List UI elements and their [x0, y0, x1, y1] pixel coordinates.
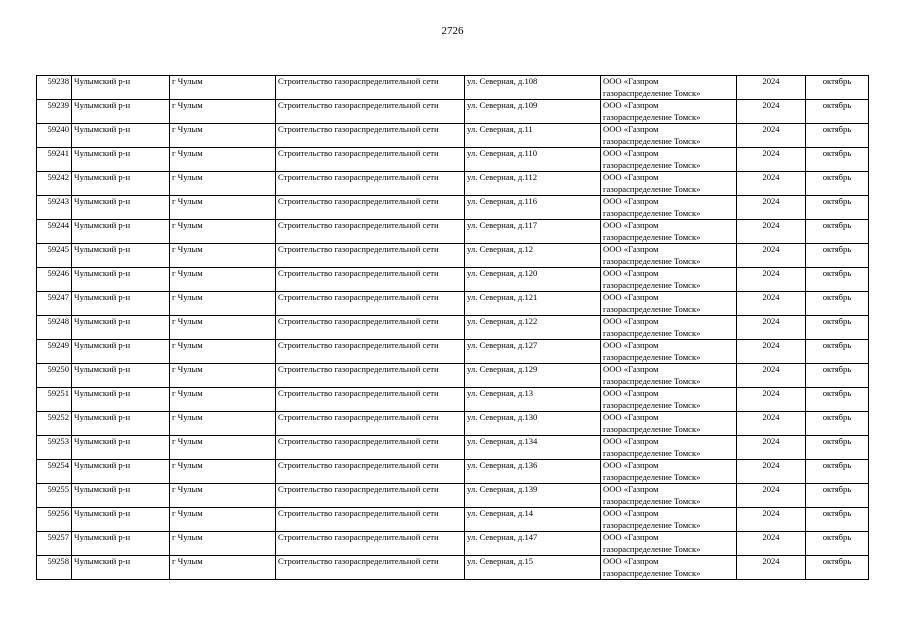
cell-address: ул. Северная, д.122 — [465, 316, 601, 340]
cell-work-type: Строительство газораспределительной сети — [276, 412, 465, 436]
cell-id: 59243 — [37, 196, 72, 220]
cell-month: октябрь — [806, 556, 869, 580]
organization-line-2: газораспределение Томск» — [603, 111, 701, 122]
organization-line-2: газораспределение Томск» — [603, 231, 701, 242]
cell-id: 59240 — [37, 124, 72, 148]
cell-year: 2024 — [737, 292, 806, 316]
organization-line-1: ООО «Газпром — [603, 316, 659, 326]
cell-year: 2024 — [737, 436, 806, 460]
organization-line-1: ООО «Газпром — [603, 532, 659, 542]
cell-district: Чулымский р-н — [72, 484, 170, 508]
cell-month: октябрь — [806, 220, 869, 244]
cell-month: октябрь — [806, 268, 869, 292]
organization-line-1: ООО «Газпром — [603, 148, 659, 158]
cell-district: Чулымский р-н — [72, 340, 170, 364]
cell-organization — [601, 100, 737, 124]
table-row — [37, 292, 869, 316]
cell-city: г Чулым — [170, 76, 276, 100]
cell-month: октябрь — [806, 196, 869, 220]
cell-id: 59255 — [37, 484, 72, 508]
cell-year: 2024 — [737, 220, 806, 244]
organization-line-1: ООО «Газпром — [603, 484, 659, 494]
cell-organization — [601, 268, 737, 292]
cell-work-type: Строительство газораспределительной сети — [276, 460, 465, 484]
cell-month: октябрь — [806, 172, 869, 196]
cell-month: октябрь — [806, 316, 869, 340]
cell-year: 2024 — [737, 100, 806, 124]
organization-line-2: газораспределение Томск» — [603, 207, 701, 218]
cell-district: Чулымский р-н — [72, 100, 170, 124]
cell-city: г Чулым — [170, 532, 276, 556]
organization-line-1: ООО «Газпром — [603, 412, 659, 422]
cell-organization — [601, 532, 737, 556]
organization-line-2: газораспределение Томск» — [603, 135, 701, 146]
cell-district: Чулымский р-н — [72, 124, 170, 148]
table-row — [37, 508, 869, 532]
cell-month: октябрь — [806, 148, 869, 172]
organization-line-1: ООО «Газпром — [603, 220, 659, 230]
cell-month: октябрь — [806, 460, 869, 484]
cell-work-type: Строительство газораспределительной сети — [276, 220, 465, 244]
table-row — [37, 220, 869, 244]
cell-district: Чулымский р-н — [72, 220, 170, 244]
cell-organization — [601, 340, 737, 364]
cell-city: г Чулым — [170, 268, 276, 292]
organization-line-2: газораспределение Томск» — [603, 303, 701, 314]
cell-district: Чулымский р-н — [72, 460, 170, 484]
cell-organization — [601, 460, 737, 484]
cell-year: 2024 — [737, 196, 806, 220]
cell-address: ул. Северная, д.134 — [465, 436, 601, 460]
cell-organization — [601, 388, 737, 412]
table-row — [37, 100, 869, 124]
cell-organization — [601, 244, 737, 268]
cell-address: ул. Северная, д.15 — [465, 556, 601, 580]
cell-address: ул. Северная, д.109 — [465, 100, 601, 124]
cell-work-type: Строительство газораспределительной сети — [276, 388, 465, 412]
cell-month: октябрь — [806, 100, 869, 124]
organization-line-1: ООО «Газпром — [603, 508, 659, 518]
cell-organization — [601, 292, 737, 316]
cell-year: 2024 — [737, 124, 806, 148]
cell-work-type: Строительство газораспределительной сети — [276, 292, 465, 316]
cell-city: г Чулым — [170, 100, 276, 124]
cell-month: октябрь — [806, 340, 869, 364]
cell-id: 59251 — [37, 388, 72, 412]
table-row — [37, 460, 869, 484]
cell-id: 59254 — [37, 460, 72, 484]
cell-year: 2024 — [737, 364, 806, 388]
cell-city: г Чулым — [170, 484, 276, 508]
registry-table — [36, 75, 869, 580]
table-row — [37, 316, 869, 340]
cell-district: Чулымский р-н — [72, 436, 170, 460]
cell-organization — [601, 76, 737, 100]
cell-district: Чулымский р-н — [72, 388, 170, 412]
cell-month: октябрь — [806, 532, 869, 556]
cell-work-type: Строительство газораспределительной сети — [276, 172, 465, 196]
cell-city: г Чулым — [170, 364, 276, 388]
cell-address: ул. Северная, д.147 — [465, 532, 601, 556]
cell-city: г Чулым — [170, 148, 276, 172]
cell-month: октябрь — [806, 244, 869, 268]
organization-line-2: газораспределение Томск» — [603, 375, 701, 386]
cell-work-type: Строительство газораспределительной сети — [276, 436, 465, 460]
cell-month: октябрь — [806, 388, 869, 412]
cell-month: октябрь — [806, 124, 869, 148]
cell-city: г Чулым — [170, 508, 276, 532]
cell-city: г Чулым — [170, 172, 276, 196]
cell-id: 59248 — [37, 316, 72, 340]
table-row — [37, 532, 869, 556]
table-row — [37, 412, 869, 436]
cell-district: Чулымский р-н — [72, 268, 170, 292]
cell-address: ул. Северная, д.12 — [465, 244, 601, 268]
cell-organization — [601, 508, 737, 532]
cell-district: Чулымский р-н — [72, 196, 170, 220]
cell-id: 59238 — [37, 76, 72, 100]
organization-line-2: газораспределение Томск» — [603, 567, 701, 578]
cell-city: г Чулым — [170, 316, 276, 340]
page-number: 2726 — [441, 25, 464, 37]
cell-work-type: Строительство газораспределительной сети — [276, 484, 465, 508]
cell-city: г Чулым — [170, 244, 276, 268]
organization-line-1: ООО «Газпром — [603, 172, 659, 182]
cell-id: 59249 — [37, 340, 72, 364]
cell-id: 59253 — [37, 436, 72, 460]
cell-work-type: Строительство газораспределительной сети — [276, 556, 465, 580]
cell-id: 59244 — [37, 220, 72, 244]
organization-line-2: газораспределение Томск» — [603, 399, 701, 410]
organization-line-2: газораспределение Томск» — [603, 87, 701, 98]
cell-city: г Чулым — [170, 388, 276, 412]
cell-organization — [601, 316, 737, 340]
cell-year: 2024 — [737, 412, 806, 436]
table-row — [37, 556, 869, 580]
cell-address: ул. Северная, д.136 — [465, 460, 601, 484]
cell-month: октябрь — [806, 436, 869, 460]
cell-organization — [601, 556, 737, 580]
cell-city: г Чулым — [170, 220, 276, 244]
table-row — [37, 124, 869, 148]
cell-month: октябрь — [806, 292, 869, 316]
organization-line-2: газораспределение Томск» — [603, 495, 701, 506]
cell-work-type: Строительство газораспределительной сети — [276, 124, 465, 148]
cell-address: ул. Северная, д.110 — [465, 148, 601, 172]
cell-city: г Чулым — [170, 412, 276, 436]
cell-id: 59257 — [37, 532, 72, 556]
cell-district: Чулымский р-н — [72, 508, 170, 532]
cell-year: 2024 — [737, 172, 806, 196]
cell-id: 59256 — [37, 508, 72, 532]
cell-id: 59242 — [37, 172, 72, 196]
cell-district: Чулымский р-н — [72, 556, 170, 580]
cell-work-type: Строительство газораспределительной сети — [276, 100, 465, 124]
cell-work-type: Строительство газораспределительной сети — [276, 148, 465, 172]
cell-district: Чулымский р-н — [72, 76, 170, 100]
organization-line-2: газораспределение Томск» — [603, 447, 701, 458]
cell-district: Чулымский р-н — [72, 244, 170, 268]
organization-line-1: ООО «Газпром — [603, 268, 659, 278]
cell-organization — [601, 364, 737, 388]
organization-line-2: газораспределение Томск» — [603, 471, 701, 482]
organization-line-1: ООО «Газпром — [603, 100, 659, 110]
organization-line-2: газораспределение Томск» — [603, 423, 701, 434]
cell-year: 2024 — [737, 340, 806, 364]
table-row — [37, 364, 869, 388]
organization-line-2: газораспределение Томск» — [603, 183, 701, 194]
cell-year: 2024 — [737, 268, 806, 292]
cell-year: 2024 — [737, 556, 806, 580]
organization-line-1: ООО «Газпром — [603, 460, 659, 470]
table-row — [37, 148, 869, 172]
cell-address: ул. Северная, д.108 — [465, 76, 601, 100]
cell-id: 59258 — [37, 556, 72, 580]
cell-id: 59245 — [37, 244, 72, 268]
cell-month: октябрь — [806, 484, 869, 508]
organization-line-2: газораспределение Томск» — [603, 255, 701, 266]
cell-year: 2024 — [737, 460, 806, 484]
cell-id: 59247 — [37, 292, 72, 316]
organization-line-1: ООО «Газпром — [603, 124, 659, 134]
cell-address: ул. Северная, д.127 — [465, 340, 601, 364]
cell-city: г Чулым — [170, 292, 276, 316]
cell-organization — [601, 124, 737, 148]
cell-district: Чулымский р-н — [72, 292, 170, 316]
cell-month: октябрь — [806, 76, 869, 100]
organization-line-2: газораспределение Томск» — [603, 519, 701, 530]
cell-district: Чулымский р-н — [72, 172, 170, 196]
cell-organization — [601, 484, 737, 508]
cell-address: ул. Северная, д.120 — [465, 268, 601, 292]
cell-organization — [601, 436, 737, 460]
table-row — [37, 388, 869, 412]
cell-month: октябрь — [806, 508, 869, 532]
registry-table-body — [37, 76, 869, 580]
cell-address: ул. Северная, д.13 — [465, 388, 601, 412]
table-row — [37, 172, 869, 196]
cell-address: ул. Северная, д.130 — [465, 412, 601, 436]
table-row — [37, 436, 869, 460]
cell-work-type: Строительство газораспределительной сети — [276, 244, 465, 268]
cell-work-type: Строительство газораспределительной сети — [276, 268, 465, 292]
cell-address: ул. Северная, д.129 — [465, 364, 601, 388]
cell-organization — [601, 412, 737, 436]
cell-year: 2024 — [737, 76, 806, 100]
cell-year: 2024 — [737, 508, 806, 532]
cell-year: 2024 — [737, 532, 806, 556]
cell-year: 2024 — [737, 388, 806, 412]
organization-line-2: газораспределение Томск» — [603, 279, 701, 290]
organization-line-1: ООО «Газпром — [603, 436, 659, 446]
cell-district: Чулымский р-н — [72, 412, 170, 436]
cell-city: г Чулым — [170, 460, 276, 484]
organization-line-2: газораспределение Томск» — [603, 351, 701, 362]
cell-id: 59252 — [37, 412, 72, 436]
cell-work-type: Строительство газораспределительной сети — [276, 196, 465, 220]
cell-address: ул. Северная, д.116 — [465, 196, 601, 220]
table-row — [37, 268, 869, 292]
cell-year: 2024 — [737, 316, 806, 340]
cell-city: г Чулым — [170, 124, 276, 148]
cell-district: Чулымский р-н — [72, 316, 170, 340]
organization-line-1: ООО «Газпром — [603, 196, 659, 206]
organization-line-1: ООО «Газпром — [603, 292, 659, 302]
organization-line-1: ООО «Газпром — [603, 388, 659, 398]
cell-district: Чулымский р-н — [72, 364, 170, 388]
cell-month: октябрь — [806, 364, 869, 388]
cell-work-type: Строительство газораспределительной сети — [276, 76, 465, 100]
organization-line-2: газораспределение Томск» — [603, 543, 701, 554]
organization-line-1: ООО «Газпром — [603, 244, 659, 254]
cell-city: г Чулым — [170, 196, 276, 220]
table-row — [37, 76, 869, 100]
table-row — [37, 484, 869, 508]
cell-id: 59239 — [37, 100, 72, 124]
cell-city: г Чулым — [170, 436, 276, 460]
organization-line-1: ООО «Газпром — [603, 76, 659, 86]
cell-id: 59241 — [37, 148, 72, 172]
organization-line-2: газораспределение Томск» — [603, 159, 701, 170]
table-row — [37, 244, 869, 268]
cell-work-type: Строительство газораспределительной сети — [276, 364, 465, 388]
cell-organization — [601, 196, 737, 220]
cell-organization — [601, 148, 737, 172]
cell-id: 59250 — [37, 364, 72, 388]
cell-address: ул. Северная, д.121 — [465, 292, 601, 316]
table-row — [37, 196, 869, 220]
cell-work-type: Строительство газораспределительной сети — [276, 508, 465, 532]
cell-address: ул. Северная, д.14 — [465, 508, 601, 532]
cell-organization — [601, 220, 737, 244]
organization-line-1: ООО «Газпром — [603, 340, 659, 350]
cell-month: октябрь — [806, 412, 869, 436]
cell-work-type: Строительство газораспределительной сети — [276, 340, 465, 364]
cell-city: г Чулым — [170, 340, 276, 364]
cell-work-type: Строительство газораспределительной сети — [276, 316, 465, 340]
cell-id: 59246 — [37, 268, 72, 292]
cell-organization — [601, 172, 737, 196]
organization-line-1: ООО «Газпром — [603, 556, 659, 566]
cell-city: г Чулым — [170, 556, 276, 580]
cell-address: ул. Северная, д.11 — [465, 124, 601, 148]
cell-work-type: Строительство газораспределительной сети — [276, 532, 465, 556]
cell-year: 2024 — [737, 148, 806, 172]
table-row — [37, 340, 869, 364]
cell-address: ул. Северная, д.139 — [465, 484, 601, 508]
cell-address: ул. Северная, д.117 — [465, 220, 601, 244]
cell-district: Чулымский р-н — [72, 148, 170, 172]
organization-line-2: газораспределение Томск» — [603, 327, 701, 338]
cell-address: ул. Северная, д.112 — [465, 172, 601, 196]
cell-year: 2024 — [737, 244, 806, 268]
cell-district: Чулымский р-н — [72, 532, 170, 556]
organization-line-1: ООО «Газпром — [603, 364, 659, 374]
cell-year: 2024 — [737, 484, 806, 508]
